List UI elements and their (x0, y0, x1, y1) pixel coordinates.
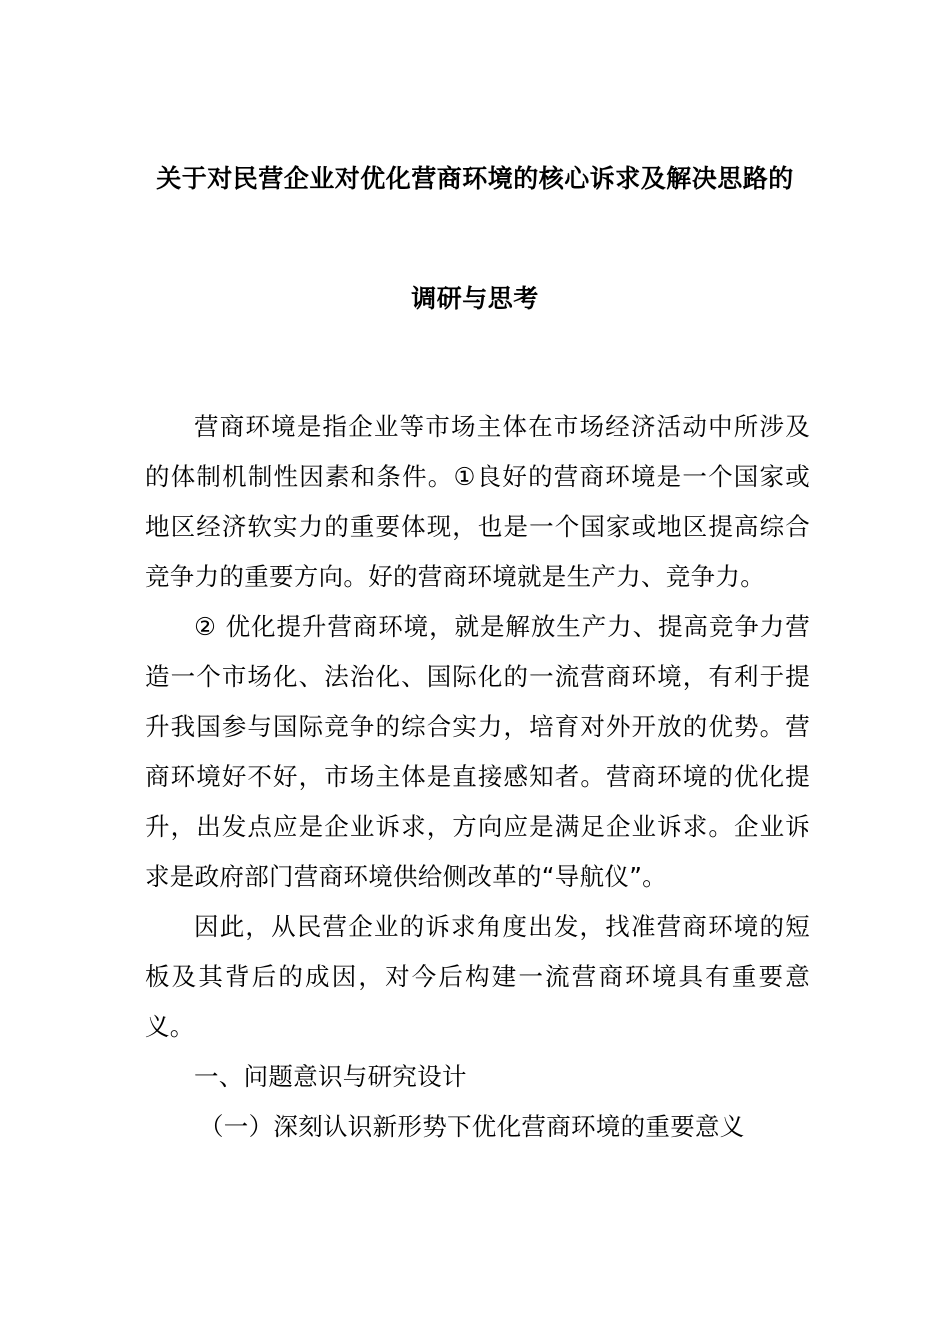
paragraph-conclusion: 因此，从民营企业的诉求角度出发，找准营商环境的短板及其背后的成因，对今后构建一流营商环境具有重要意义。 (145, 912, 810, 1041)
section-heading: 一、问题意识与研究设计 (194, 1062, 467, 1091)
subsection-heading: （一）深刻认识新形势下优化营商环境的重要意义 (199, 1112, 745, 1141)
paragraph-intro: 营商环境是指企业等市场主体在市场经济活动中所涉及的体制机制性因素和条件。①良好的营商环境是一个国家或地区经济软实力的重要体现，也是一个国家或地区提高综合竞争力的重要方向。好的营商环境就是生产力、竞争力。 (145, 412, 810, 591)
paragraph-optimization: ② 优化提升营商环境，就是解放生产力、提高竞争力营造一个市场化、法治化、国际化的一流营商环境，有利于提升我国参与国际竞争的综合实力，培育对外开放的优势。营商环境好不好，市场主体是直接感知者。营商环境的优化提升，出发点应是企业诉求，方向应是满足企业诉求。企业诉求是政府部门营商环境供给侧改革的“导航仪”。 (145, 612, 810, 891)
document-title-line-1: 关于对民营企业对优化营商环境的核心诉求及解决思路的 (156, 164, 794, 193)
document-body (145, 402, 810, 1152)
document-title-line-2: 调研与思考 (411, 284, 539, 313)
